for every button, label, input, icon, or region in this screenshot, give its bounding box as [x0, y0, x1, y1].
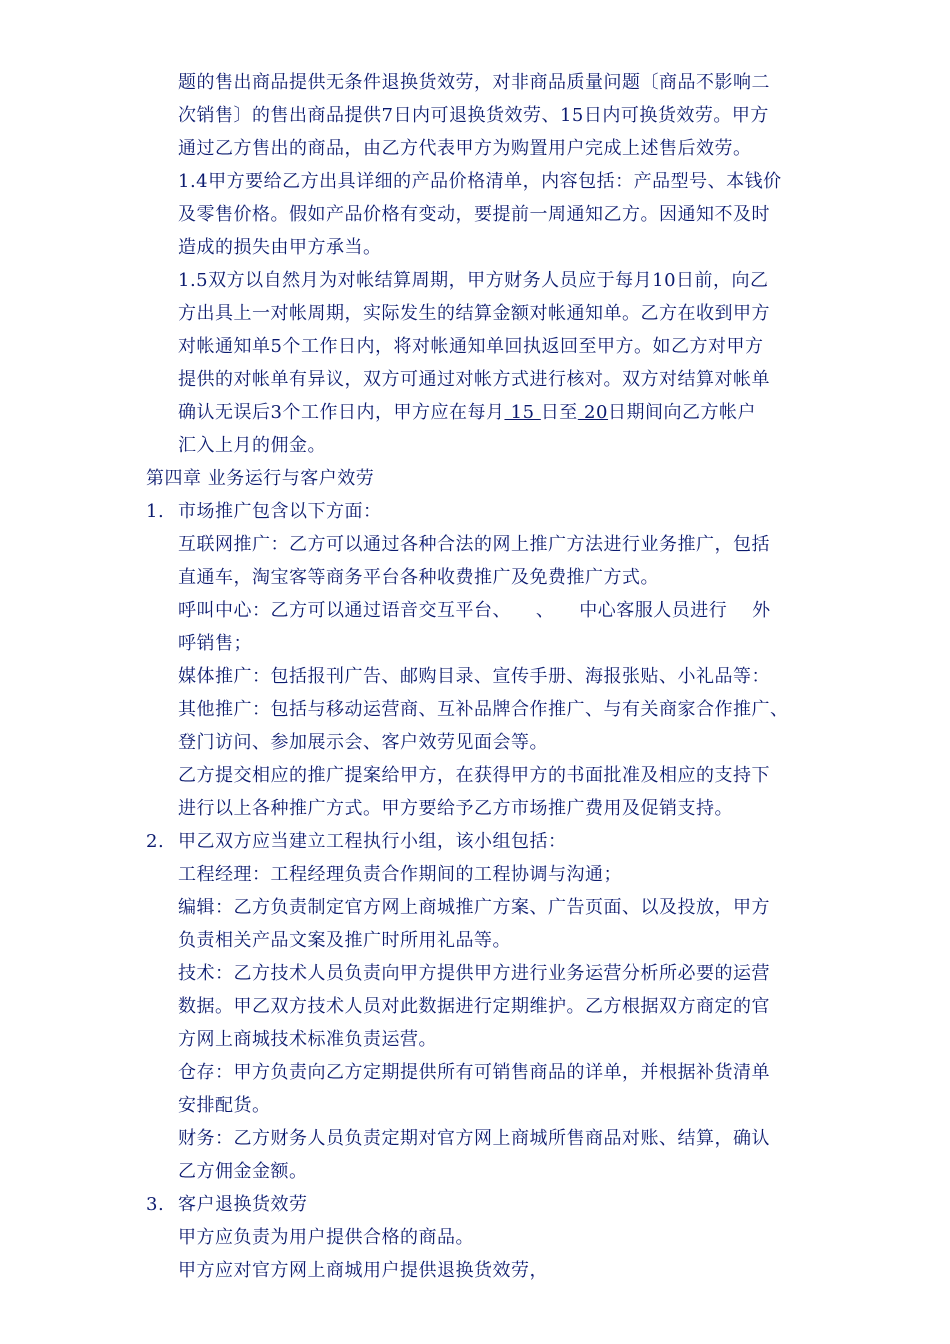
- settlement-day-end: 20: [577, 402, 608, 423]
- text-line: 安排配货。: [178, 1095, 271, 1116]
- text-line: 题的售出商品提供无条件退换货效劳，对非商品质量问题〔商品不影响二: [178, 72, 770, 93]
- text-line: 呼销售；: [178, 633, 252, 654]
- text-line: 提供的对帐单有异议，双方可通过对帐方式进行核对。双方对结算对帐单: [178, 369, 770, 390]
- text-line: 造成的损失由甲方承当。: [178, 237, 382, 258]
- text-line: 财务：乙方财务人员负责定期对官方网上商城所售商品对账、结算，确认: [178, 1128, 770, 1149]
- text-line: 数据。甲乙双方技术人员对此数据进行定期维护。乙方根据双方商定的官: [178, 996, 770, 1017]
- settlement-date-line: [178, 402, 756, 424]
- text-line: 汇入上月的佣金。: [178, 435, 326, 456]
- text-line: 次销售〕的售出商品提供7日内可退换货效劳、15日内可换货效劳。甲方: [178, 105, 769, 126]
- list-number: 1.: [146, 501, 165, 522]
- text-line: 乙方提交相应的推广提案给甲方，在获得甲方的书面批准及相应的支持下: [178, 765, 770, 786]
- text-line: 通过乙方售出的商品，由乙方代表甲方为购置用户完成上述售后效劳。: [178, 138, 752, 159]
- text-line: 甲方应对官方网上商城用户提供退换货效劳，: [178, 1260, 548, 1281]
- list-item-title: 市场推广包含以下方面：: [178, 501, 382, 522]
- settlement-day-start: 15: [504, 402, 541, 423]
- text-fragment: 日至: [540, 402, 578, 423]
- text-line: 媒体推广：包括报刊广告、邮购目录、宣传手册、海报张贴、小礼品等：: [178, 666, 770, 687]
- text-line: 其他推广：包括与移动运营商、互补品牌合作推广、与有关商家合作推广、: [178, 699, 789, 720]
- text-line: 登门访问、参加展示会、客户效劳见面会等。: [178, 732, 548, 753]
- text-line: 技术：乙方技术人员负责向甲方提供甲方进行业务运营分析所必要的运营: [178, 963, 770, 984]
- text-line: 方出具上一对帐周期，实际发生的结算金额对帐通知单。乙方在收到甲方: [178, 303, 770, 324]
- text-fragment: 日期间向乙方帐户: [607, 402, 756, 423]
- text-line: 乙方佣金金额。: [178, 1161, 308, 1182]
- text-line: 对帐通知单5个工作日内，将对帐通知单回执返回至甲方。如乙方对甲方: [178, 336, 764, 357]
- text-line: 方网上商城技术标准负责运营。: [178, 1029, 437, 1050]
- list-number: 2.: [146, 831, 165, 852]
- text-line: 互联网推广：乙方可以通过各种合法的网上推广方法进行业务推广，包括: [178, 534, 770, 555]
- text-line: 1.4甲方要给乙方出具详细的产品价格清单，内容包括：产品型号、本钱价: [178, 171, 782, 192]
- text-fragment: 确认无误后3个工作日内，甲方应在每月: [178, 402, 505, 423]
- text-line: 进行以上各种推广方式。甲方要给予乙方市场推广费用及促销支持。: [178, 798, 733, 819]
- text-line: 及零售价格。假如产品价格有变动，要提前一周通知乙方。因通知不及时: [178, 204, 770, 225]
- text-line: 甲方应负责为用户提供合格的商品。: [178, 1227, 474, 1248]
- text-line: 负责相关产品文案及推广时所用礼品等。: [178, 930, 511, 951]
- text-line: 呼叫中心：乙方可以通过语音交互平台、 、 中心客服人员进行 外: [178, 600, 771, 621]
- list-number: 3.: [146, 1194, 165, 1215]
- text-line: 直通车，淘宝客等商务平台各种收费推广及免费推广方式。: [178, 567, 659, 588]
- text-line: 编辑：乙方负责制定官方网上商城推广方案、广告页面、以及投放，甲方: [178, 897, 770, 918]
- text-line: 工程经理：工程经理负责合作期间的工程协调与沟通；: [178, 864, 622, 885]
- text-line: 1.5双方以自然月为对帐结算周期，甲方财务人员应于每月10日前，向乙: [178, 270, 769, 291]
- list-item-title: 甲乙双方应当建立工程执行小组，该小组包括：: [178, 831, 567, 852]
- chapter-title: 第四章 业务运行与客户效劳: [146, 468, 375, 489]
- text-line: 仓存：甲方负责向乙方定期提供所有可销售商品的详单，并根据补货清单: [178, 1062, 770, 1083]
- list-item-title: 客户退换货效劳: [178, 1194, 308, 1215]
